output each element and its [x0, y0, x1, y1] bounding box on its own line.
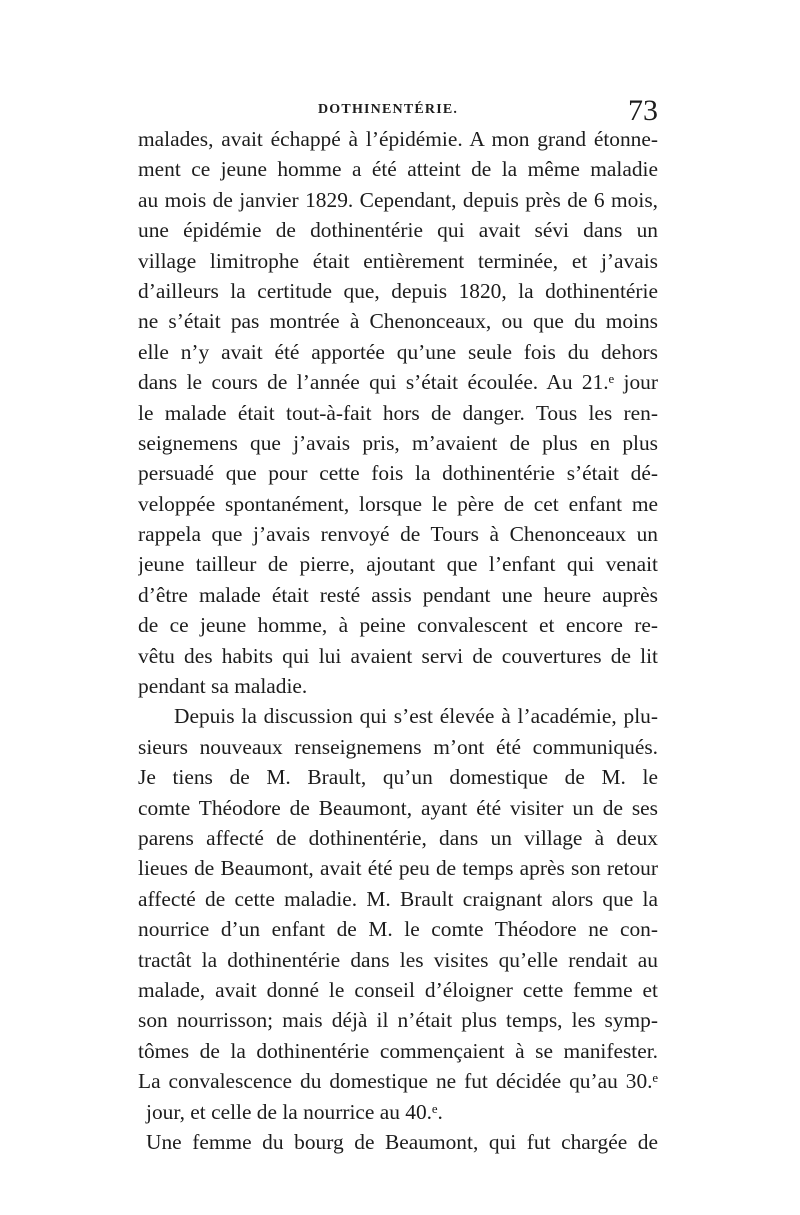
text-line: ne s’était pas montrée à Chenonceaux, ou que du moins: [138, 309, 658, 334]
text-line: veloppée spontanément, lorsque le père de cet enfant me: [138, 491, 658, 516]
text-line: lieues de Beaumont, avait été peu de temps après son retour: [138, 856, 658, 881]
text-line: d’être malade était resté assis pendant une heure auprès: [138, 582, 658, 607]
running-head: [138, 94, 658, 127]
text-line: pendant sa maladie.: [138, 674, 308, 699]
text-line: Je tiens de M. Brault, qu’un domestique de M. le: [138, 765, 658, 790]
text-line: seignemens que j’avais pris, m’avaient de plus en plus: [138, 430, 658, 455]
text-line: Depuis la discussion qui s’est élevée à l’académie, plu-: [174, 704, 658, 729]
text-line: malade, avait donné le conseil d’éloigner cette femme et: [138, 977, 658, 1002]
text-line: une épidémie de dothinentérie qui avait sévi dans un: [138, 218, 658, 243]
text-line: au mois de janvier 1829. Cependant, depuis près de 6 mois,: [138, 187, 658, 212]
text-line: Une femme du bourg de Beaumont, qui fut chargée de: [146, 1129, 658, 1154]
text-line: d’ailleurs la certitude que, depuis 1820, la dothinentérie: [138, 278, 658, 303]
text-line: elle n’y avait été apportée qu’une seule fois du dehors: [138, 339, 658, 364]
text-line: dans le cours de l’année qui s’était écoulée. Au 21.ᵉ jour: [138, 370, 658, 395]
text-line: sieurs nouveaux renseignemens m’ont été communiqués.: [138, 734, 658, 759]
text-line: persuadé que pour cette fois la dothinentérie s’était dé-: [138, 461, 658, 486]
text-line: rappela que j’avais renvoyé de Tours à Chenonceaux un: [138, 522, 658, 547]
text-line: son nourrisson; mais déjà il n’était plus temps, les symp-: [138, 1008, 658, 1033]
running-title: DOTHINENTÉRIE.: [318, 102, 459, 117]
text-line: jour, et celle de la nourrice au 40.ᵉ.: [146, 1099, 443, 1124]
text-line: parens affecté de dothinentérie, dans un village à deux: [138, 825, 658, 850]
text-line: tractât la dothinentérie dans les visites qu’elle rendait au: [138, 947, 658, 972]
text-line: tômes de la dothinentérie commençaient à se manifester.: [138, 1038, 658, 1063]
text-line: comte Théodore de Beaumont, ayant été visiter un de ses: [138, 795, 658, 820]
text-line: ment ce jeune homme a été atteint de la même maladie: [138, 157, 658, 182]
text-line: village limitrophe était entièrement terminée, et j’avais: [138, 248, 658, 273]
text-line: vêtu des habits qui lui avaient servi de couvertures de lit: [138, 643, 658, 668]
text-line: affecté de cette maladie. M. Brault craignant alors que la: [138, 886, 658, 911]
page-number: 73: [628, 94, 658, 127]
text-line: le malade était tout-à-fait hors de danger. Tous les ren-: [138, 400, 658, 425]
text-line: nourrice d’un enfant de M. le comte Théodore ne con-: [138, 917, 658, 942]
text-line: de ce jeune homme, à peine convalescent et encore re-: [138, 613, 658, 638]
text-line: La convalescence du domestique ne fut décidée qu’au 30.ᵉ: [138, 1069, 658, 1094]
text-line: malades, avait échappé à l’épidémie. A mon grand étonne-: [138, 127, 658, 151]
text-line: jeune tailleur de pierre, ajoutant que l’enfant qui venait: [138, 552, 658, 577]
body-text: [138, 124, 658, 1157]
